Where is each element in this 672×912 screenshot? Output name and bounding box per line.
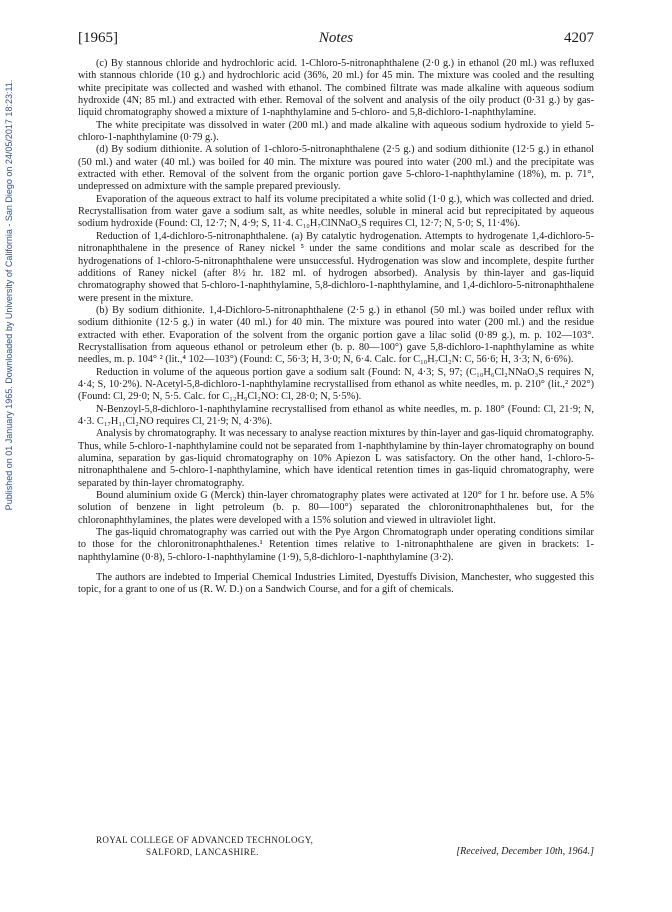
received-date: [Received, December 10th, 1964.] (456, 846, 594, 857)
article-body (78, 58, 594, 597)
affiliation-line2: SALFORD, LANCASHIRE. (146, 847, 259, 857)
page-header (78, 28, 594, 48)
header-section-title: Notes (318, 30, 354, 46)
paragraph-acknowledgement: The authors are indebted to Imperial Chemical Industries Limited, Dyestuffs Division, Manchester, who suggested this topic, for a grant to one of us (R. W. D.) on a Sandwich Course, and for a gift of chemicals. (78, 572, 594, 596)
paragraph-evaporation: Evaporation of the aqueous extract to half its volume precipitated a white solid (1·0 g.), which was collected and dried. Recrystallisation from water gave a sodium salt, as white needles, soluble in mineral acid but reprecipitated by aqueous sodium hydroxide (Found: Cl, 12·7; N, 4·9; S, 11·4. C₁₀H₇ClNNaO₃S requires Cl, 12·7; N, 5·0; S, 11·4%). (78, 193, 594, 230)
paragraph-reduction-volume: Reduction in volume of the aqueous portion gave a sodium salt (Found: N, 4·3; S, 97; (C₁₀H₆Cl₂NNaO₃S requires N, 4·4; S, 10·2%). N-Acetyl-5,8-dichloro-1-naphthylamine recrystallised from ethanol as white needles, m. p. 210° (lit.,² 202°) (Found: Cl, 29·0; N, 5·5. Calc. for C₁₂H₉Cl₂NO: Cl, 28·0; N, 5·5%). (78, 366, 594, 403)
header-page-number: 4207 (564, 30, 594, 46)
download-provenance-sidebar (2, 60, 16, 530)
paragraph-sodium-dithionite-b: (b) By sodium dithionite. 1,4-Dichloro-5-nitronaphthalene (2·5 g.) in ethanol (50 ml.) was boiled under reflux with sodium dithionite (12·5 g.) in water (40 ml.) for 40 min. The mixture was poured into water (200 ml.) and the residue extracted with ether. Evaporation of the solvent from the organic portion gave a lilac solid (0·89 g.), m. p. 102—103°. Recrystallisation from aqueous ethanol or petroleum ether (b. p. 80—100°) gave 5,8-dichloro-1-naphthylamine as white needles, m. p. 104° ² (lit.,⁴ 102—103°) (Found: C, 56·3; H, 3·0; N, 6·4. Calc. for C₁₀H₇Cl₂N: C, 56·6; H, 3·3; N, 6·6%). (78, 304, 594, 366)
paragraph-stannous-chloride: (c) By stannous chloride and hydrochloric acid. 1-Chloro-5-nitronaphthalene (2·0 g.) in ethanol (20 ml.) was refluxed with stannous chloride (10 g.) and hydrochloric acid (36%, 20 ml.) for 45 min. The mixture was cooled and the resulting white precipitate was collected and washed with ethanol. The combined filtrate was made alkaline with aqueous sodium hydroxide (4N; 85 ml.) and extracted with ether. Removal of the solvent and analysis of the oily product (0·31 g.) by gas-liquid chromatography showed a mixture of 1-naphthylamine and 5-chloro- and 5,8-dichloro-1-naphthylamine. (78, 58, 594, 119)
paragraph-aluminium-oxide: Bound aluminium oxide G (Merck) thin-layer chromatography plates were activated at 120° for 1 hr. before use. A 5% solution of benzene in light petroleum (b. p. 80—100°) separated the chloronitronaphthalenes but, for the chloronaphthylamines, the plates were developed with a 15% solution and viewed in ultraviolet light. (78, 490, 594, 526)
paragraph-white-precipitate: The white precipitate was dissolved in water (200 ml.) and made alkaline with aqueous sodium hydroxide to yield 5-chloro-1-naphthylamine (0·79 g.). (78, 119, 594, 144)
paragraph-reduction-dichloro: Reduction of 1,4-dichloro-5-nitronaphthalene. (a) By catalytic hydrogenation. Attempts to hydrogenate 1,4-dichloro-5-nitronaphthalene in the presence of Raney nickel ⁵ under the same conditions and molar scale as described for the hydrogenations of 1-chloro-5-nitronaphthalene were unsuccessful. Hydrogenation was slow and incomplete, despite further additions of Raney nickel (after 8½ hr. 182 ml. of hydrogen absorbed). Analysis by thin-layer and gas-liquid chromatography showed that 5-chloro-1-naphthylamine, 5,8-dichloro-1-naphthylamine, and 1,4-dichloro-5-nitronaphthalene were present in the mixture. (78, 230, 594, 304)
paragraph-gas-liquid: The gas-liquid chromatography was carried out with the Pye Argon Chromatograph under operating conditions similar to those for the chloronitronaphthalenes.¹ Retention times relative to 1-nitronaphthalene are given in brackets: 1-naphthylamine (0·8), 5-chloro-1-naphthylamine (1·9), 5,8-dichloro-1-naphthylamine (3·2). (78, 527, 594, 563)
paragraph-analysis-chromatography: Analysis by chromatography. It was necessary to analyse reaction mixtures by thin-layer and gas-liquid chromatography. Thus, while 5-chloro-1-naphthylamine could not be separated from 1-naphthylamine by thin-layer chromatography on bound alumina, separation by gas-liquid chromatography on 10% Apiezon L was satisfactory. On the other hand, 1-chloro-5-nitronaphthalene and 5-chloro-1-naphthylamine, which have identical retention times in gas-liquid chromatography, were separated by thin-layer chromatography. (78, 428, 594, 489)
affiliation-line1: ROYAL COLLEGE OF ADVANCED TECHNOLOGY, (96, 835, 314, 845)
paragraph-sodium-dithionite-d: (d) By sodium dithionite. A solution of 1-chloro-5-nitronaphthalene (2·5 g.) and sodium dithionite (12·5 g.) in ethanol (50 ml.) and water (40 ml.) was boiled for 40 min. The mixture was poured into water (200 ml.) and the precipitate was extracted with ether. Removal of the solvent from the organic portion gave 5-chloro-1-naphthylamine (18%), m. p. 71°, undepressed on admixture with the sample prepared previously. (78, 144, 594, 193)
header-year: [1965] (78, 30, 118, 46)
provenance-text: Published on 01 January 1965. Downloaded by University of California - San Diego on 24/05/2017 18:23:11. (4, 79, 14, 511)
paragraph-benzoyl: N-Benzoyl-5,8-dichloro-1-naphthylamine recrystallised from ethanol as white needles, m. p. 180° (Found: Cl, 21·9; N, 4·3. C₁₇H₁₁Cl₂NO requires Cl, 21·9; N, 4·3%). (78, 403, 594, 427)
affiliation (96, 834, 313, 858)
